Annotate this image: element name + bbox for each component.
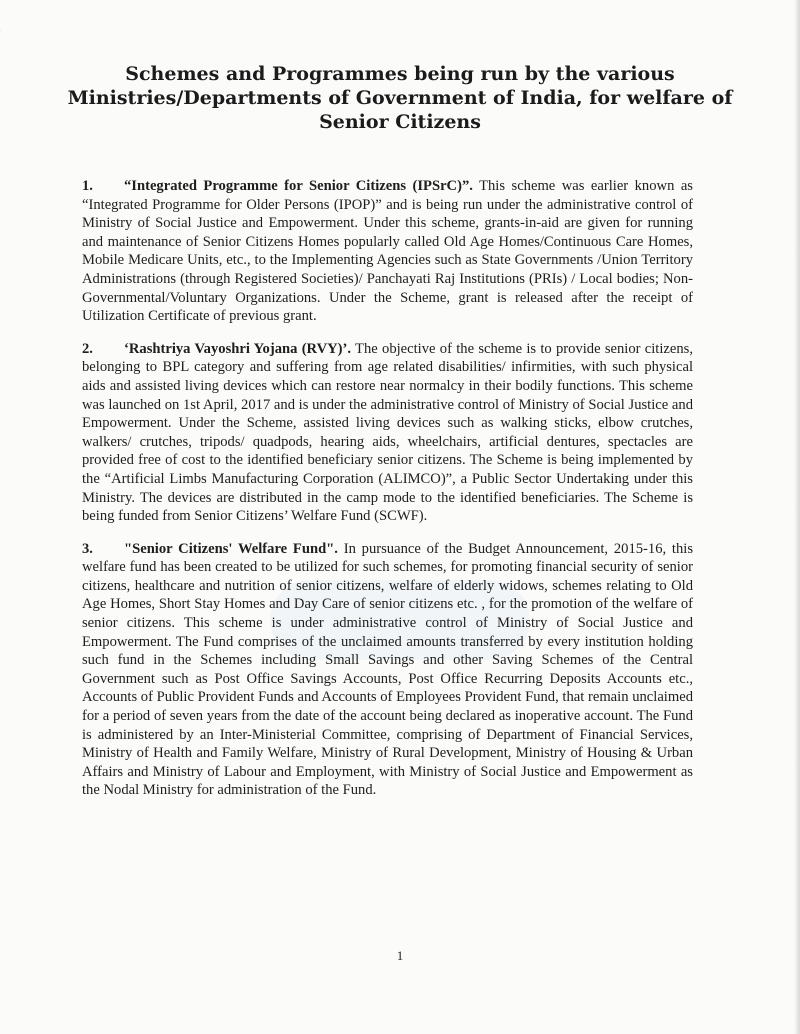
document-body — [82, 177, 693, 814]
paragraph-number: 2. — [82, 340, 93, 357]
paragraph-heading: “Integrated Programme for Senior Citizens (IPSrC)”. — [124, 178, 473, 194]
scan-edge-shadow — [794, 0, 800, 1034]
paragraph-rvy — [82, 340, 693, 526]
paragraph-number: 3. — [82, 540, 93, 557]
document-title: Schemes and Programmes being run by the various Ministries/Departments of Government of India, for welfare of Senior Citizens — [67, 63, 733, 133]
paragraph-text: In pursuance of the Budget Announcement, 2015-16, this welfare fund has been created to be utilized for such schemes, for promoting financial security of senior citizens, healthcare and nutrition of senior citizens, welfare of elderly widows, schemes relating to Old Age Homes, Short Stay Homes and Day Care of senior citizens etc. , for the promotion of the welfare of senior citizens. This scheme is under administrative control of Ministry of Social Justice and Empowerment. The Fund comprises of the unclaimed amounts transferred by every institution holding such fund in the Schemes including Small Savings and other Saving Schemes of the Central Government such as Post Office Savings Accounts, Post Office Recurring Deposits Accounts etc., Accounts of Public Provident Funds and Accounts of Employees Provident Fund, that remain unclaimed for a period of seven years from the date of the account being declared as inoperative account. The Fund is administered by an Inter-Ministerial Committee, comprising of Department of Financial Services, Ministry of Health and Family Welfare, Ministry of Rural Development, Ministry of Housing & Urban Affairs and Ministry of Labour and Employment, with Ministry of Social Justice and Empowerment as the Nodal Ministry for administration of the Fund. — [82, 540, 693, 799]
paragraph-heading: "Senior Citizens' Welfare Fund". — [124, 540, 338, 557]
page-number: 1 — [396, 948, 404, 963]
paragraph-scwf — [82, 540, 693, 800]
paragraph-text: The objective of the scheme is to provide senior citizens, belonging to BPL category and suffering from age related disabilities/ infirmities, with such physical aids and assisted living devices which can restore near normalcy in their bodily functions. This scheme was launched on 1st April, 2017 and is under the administrative control of Ministry of Social Justice and Empowerment. Under the Scheme, assisted living devices such as walking sticks, elbow crutches, walkers/ crutches, tripods/ quadpods, hearing aids, wheelchairs, artificial dentures, spectacles are provided free of cost to the identified beneficiary senior citizens. The Scheme is being implemented by the “Artificial Limbs Manufacturing Corporation (ALIMCO)”, a Public Sector Undertaking under this Ministry. The devices are distributed in the camp mode to the identified beneficiaries. The Scheme is being funded from Senior Citizens’ Welfare Fund (SCWF). — [82, 340, 694, 525]
paragraph-text: This scheme was earlier known as “Integrated Programme for Older Persons (IPOP)” and is being run under the administrative control of Ministry of Social Justice and Empowerment. Under this scheme, grants-in-aid are given for running and maintenance of Senior Citizens Homes popularly called Old Age Homes/Continuous Care Homes, Mobile Medicare Units, etc., to the Implementing Agencies such as State Governments /Union Territory Administrations (through Registered Societies)/ Panchayati Raj Institutions (PRIs) / Local bodies; Non-Governmental/Voluntary Organizations. Under the Scheme, grant is released after the receipt of Utilization Certificate of previous grant. — [82, 178, 693, 325]
paragraph-ipsrc — [82, 177, 693, 326]
paragraph-heading: ‘Rashtriya Vayoshri Yojana (RVY)’. — [124, 340, 352, 357]
paragraph-number: 1. — [82, 178, 93, 194]
